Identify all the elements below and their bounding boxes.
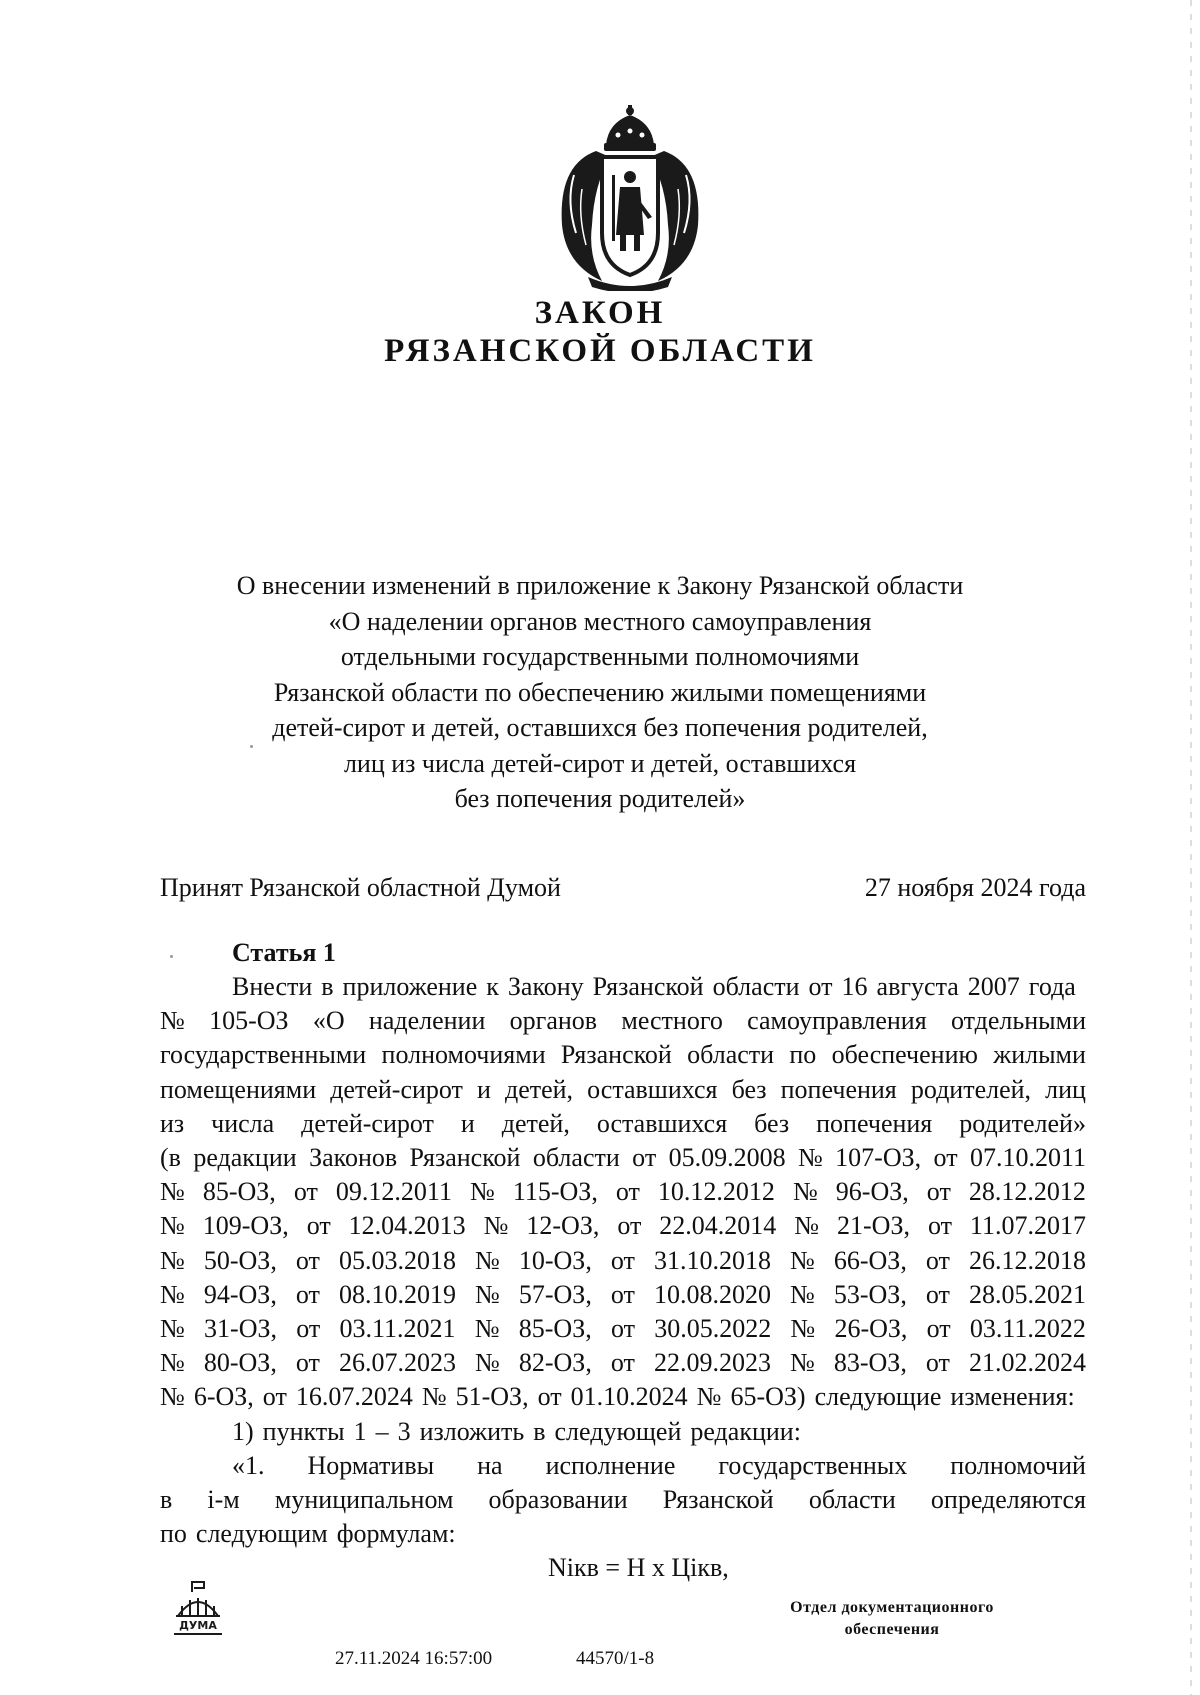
word: от (926, 1314, 951, 1344)
word: обеспечению (831, 1040, 978, 1070)
article-line (160, 1004, 1086, 1038)
word: № (475, 1245, 500, 1275)
word: № (160, 1177, 185, 1207)
duma-logo-text: ДУМА (179, 1619, 217, 1632)
word: самоуправления (747, 1006, 927, 1036)
subject-line: Рязанской области по обеспечению жилыми помещениями (273, 677, 927, 707)
word: 11.07.2017 (969, 1211, 1086, 1241)
word: Закону (507, 972, 584, 1001)
word: 105-ОЗ (209, 1006, 289, 1036)
word: года (1028, 972, 1076, 1001)
word: 83-ОЗ, (833, 1348, 907, 1378)
word: редакции: (690, 1416, 801, 1446)
word: государственных (718, 1450, 908, 1480)
word: № (475, 1348, 500, 1378)
word: 28.12.2012 (968, 1177, 1086, 1207)
word: № (790, 1314, 816, 1344)
word: i-м (207, 1485, 240, 1515)
word: в (160, 1485, 173, 1515)
word: 26.07.2023 (338, 1348, 456, 1378)
word: государственными (160, 1040, 367, 1070)
word: 03.11.2021 (339, 1314, 456, 1344)
word: 65-ОЗ) (730, 1382, 806, 1412)
word: 107-ОЗ, (835, 1143, 922, 1173)
word: редакции (193, 1143, 297, 1173)
word: от (610, 1348, 635, 1378)
scan-speck (170, 955, 173, 958)
word: № (160, 1314, 185, 1344)
word: от (925, 1245, 950, 1275)
coat-of-arms-emblem (548, 105, 712, 291)
word: 28.05.2021 (968, 1279, 1086, 1309)
word: 03.11.2022 (969, 1314, 1086, 1344)
word: 01.10.2024 (570, 1382, 688, 1412)
word: 1) (232, 1416, 254, 1446)
word: 66-ОЗ, (833, 1245, 907, 1275)
word: 05.03.2018 (338, 1245, 456, 1275)
word: от (306, 1211, 331, 1241)
word: области (687, 1040, 775, 1070)
word: августа (876, 972, 959, 1001)
word: № (696, 1382, 722, 1412)
word: 57-ОЗ, (518, 1279, 592, 1309)
word: от (632, 1143, 657, 1173)
article-line (160, 1312, 1086, 1346)
word: полномочий (950, 1450, 1086, 1480)
word: 53-ОЗ, (833, 1279, 907, 1309)
word: Законов (309, 1143, 398, 1173)
word: от (610, 1279, 635, 1309)
word: № (790, 1279, 815, 1309)
word: 21.02.2024 (968, 1348, 1086, 1378)
subject-line: отдельными государственными полномочиями (340, 642, 860, 671)
department-line1: Отдел документационного (790, 1599, 994, 1616)
word: из (160, 1108, 185, 1138)
word: на (477, 1450, 503, 1480)
word: № (475, 1279, 500, 1309)
word: образовании (488, 1485, 628, 1515)
word: Рязанской (409, 1143, 521, 1173)
registration-code: 44570/1-8 (576, 1648, 655, 1669)
word: от (933, 1143, 958, 1173)
word: детей, (501, 1108, 570, 1138)
word: по (160, 1519, 187, 1549)
word: № (160, 1279, 185, 1309)
word: 05.09.2008 (668, 1143, 786, 1173)
department-line2: обеспечения (844, 1621, 940, 1638)
article-line (160, 1073, 1086, 1107)
word: «1. (232, 1450, 265, 1480)
law-subject (160, 568, 1040, 817)
article-line (160, 970, 1086, 1004)
word: 51-ОЗ, (455, 1382, 529, 1412)
word: 3 (397, 1416, 411, 1446)
word: и (460, 1108, 475, 1138)
word: от (537, 1382, 562, 1412)
word: пункты (262, 1416, 345, 1446)
word: от (610, 1245, 635, 1275)
word: 94-ОЗ, (203, 1279, 277, 1309)
article-line (160, 1449, 1086, 1483)
word: следующим (195, 1519, 328, 1549)
word: отдельными (950, 1006, 1086, 1036)
word: детей-сирот (330, 1074, 463, 1104)
document-title-line2: РЯЗАНСКОЙ ОБЛАСТИ (384, 333, 816, 369)
word: области (808, 1485, 896, 1515)
word: детей-сирот (301, 1108, 434, 1138)
word: от (615, 1177, 640, 1207)
word: 12.04.2013 (348, 1211, 466, 1241)
word: по (789, 1040, 817, 1070)
word: муниципальном (274, 1485, 454, 1515)
article-line (160, 1107, 1086, 1141)
word: от (927, 1211, 952, 1241)
word: № (160, 1211, 185, 1241)
word: детей, (504, 1074, 574, 1104)
word: и (476, 1074, 491, 1104)
word: Рязанской (592, 972, 704, 1001)
word: от (610, 1314, 635, 1344)
word: от (295, 1245, 320, 1275)
word: от (293, 1177, 318, 1207)
word: 22.04.2014 (659, 1211, 777, 1241)
scan-edge-artifact (1190, 0, 1192, 1695)
word: 08.10.2019 (338, 1279, 456, 1309)
word: № (797, 1143, 823, 1173)
word: от (262, 1382, 287, 1412)
word: – (375, 1416, 389, 1446)
word: без (731, 1074, 767, 1104)
word: числа (211, 1108, 275, 1138)
article-line (160, 1244, 1086, 1278)
word: от (925, 1279, 950, 1309)
word: от (925, 1348, 950, 1378)
word: № (474, 1314, 500, 1344)
word: 31.10.2018 (653, 1245, 771, 1275)
adoption-date: 27 ноября 2024 года (864, 873, 1086, 902)
word: местного (621, 1006, 723, 1036)
word: формулам: (336, 1519, 456, 1549)
article-line (160, 1175, 1086, 1209)
word: изложить (419, 1416, 525, 1446)
subject-line: «О наделении органов местного самоуправления (328, 606, 872, 636)
article-line (160, 1141, 1086, 1175)
word: № (794, 1211, 820, 1241)
word: исполнение (545, 1450, 676, 1480)
word: № (421, 1382, 447, 1412)
word: 96-ОЗ, (835, 1177, 909, 1207)
word: № (790, 1348, 815, 1378)
article-line (160, 1278, 1086, 1312)
word: Рязанской (662, 1485, 774, 1515)
word: 85-ОЗ, (202, 1177, 276, 1207)
word: родителей, (910, 1074, 1032, 1104)
word: приложение (342, 972, 478, 1001)
word: от (296, 1314, 321, 1344)
word: № (483, 1211, 509, 1241)
word: попечения (816, 1108, 933, 1138)
word: № (469, 1177, 495, 1207)
word: 2007 (967, 972, 1020, 1001)
word: жилыми (993, 1040, 1086, 1070)
article-line (160, 1517, 1086, 1551)
article-body (160, 970, 1086, 1551)
word: № (160, 1006, 185, 1036)
duma-logo-icon (170, 1578, 226, 1638)
word: 22.09.2023 (653, 1348, 771, 1378)
word: от (295, 1348, 320, 1378)
word: 30.05.2022 (654, 1314, 772, 1344)
word: оставшихся (596, 1108, 728, 1138)
article-line (160, 1483, 1086, 1517)
word: органов (509, 1006, 598, 1036)
word: 21-ОЗ, (837, 1211, 910, 1241)
word: следующие (814, 1382, 942, 1412)
word: 31-ОЗ, (204, 1314, 277, 1344)
word: 09.12.2011 (335, 1177, 452, 1207)
word: 07.10.2011 (969, 1143, 1086, 1173)
word: 26.12.2018 (968, 1245, 1086, 1275)
word: от (617, 1211, 642, 1241)
word: 10.08.2020 (653, 1279, 771, 1309)
article-line (160, 1209, 1086, 1243)
word: 10-ОЗ, (518, 1245, 592, 1275)
word: области (712, 972, 800, 1001)
subject-line: детей-сирот и детей, оставшихся без попечения родителей, (272, 713, 928, 742)
word: Внести (232, 972, 313, 1001)
word: 10.12.2012 (657, 1177, 775, 1207)
word: Нормативы (307, 1450, 435, 1480)
word: определяются (930, 1485, 1086, 1515)
word: 80-ОЗ, (203, 1348, 277, 1378)
word: Рязанской (560, 1040, 672, 1070)
subject-line: лиц из числа детей-сирот и детей, оставшихся (343, 748, 857, 778)
word: № (160, 1382, 185, 1412)
word: оставшихся (587, 1074, 718, 1104)
word: № (792, 1177, 818, 1207)
word: попечения (780, 1074, 897, 1104)
adopted-by: Принят Рязанской областной Думой (160, 873, 561, 902)
word: № (790, 1245, 815, 1275)
word: 109-ОЗ, (202, 1211, 289, 1241)
article-heading: Статья 1 (232, 938, 336, 967)
article-line (160, 1415, 1086, 1449)
word: 16.07.2024 (295, 1382, 413, 1412)
word: следующей (554, 1416, 682, 1446)
word: к (486, 972, 499, 1001)
word: области (532, 1143, 620, 1173)
norm-formula: Niкв = Н х Цiкв, (548, 1553, 729, 1582)
word: в (533, 1416, 546, 1446)
subject-line: О внесении изменений в приложение к Закону Рязанской области (236, 571, 964, 600)
word: «О (312, 1006, 345, 1036)
word: без (754, 1108, 790, 1138)
word: от (808, 972, 833, 1001)
word: 50-ОЗ, (203, 1245, 277, 1275)
word: 16 (841, 972, 868, 1001)
word: 85-ОЗ, (518, 1314, 592, 1344)
word: № (160, 1245, 185, 1275)
registration-timestamp: 27.11.2024 16:57:00 (335, 1648, 493, 1669)
word: 115-ОЗ, (512, 1177, 598, 1207)
word: помещениями (160, 1074, 317, 1104)
word: от (926, 1177, 951, 1207)
word: 6-ОЗ, (193, 1382, 254, 1412)
word: в (321, 972, 334, 1001)
department-stamp (752, 1597, 1032, 1641)
word: лиц (1045, 1074, 1086, 1104)
subject-line: без попечения родителей» (454, 784, 746, 813)
word: (в (160, 1143, 181, 1173)
word: № (160, 1348, 185, 1378)
word: полномочиями (381, 1040, 546, 1070)
article-line (160, 1380, 1086, 1414)
word: родителей» (959, 1108, 1086, 1138)
word: изменения: (950, 1382, 1075, 1412)
word: от (295, 1279, 320, 1309)
word: наделении (368, 1006, 486, 1036)
word: 26-ОЗ, (834, 1314, 908, 1344)
word: 1 (353, 1416, 367, 1446)
word: 12-ОЗ, (526, 1211, 600, 1241)
article-line (160, 1346, 1086, 1380)
document-title-line1: ЗАКОН (534, 295, 666, 331)
word: 82-ОЗ, (518, 1348, 592, 1378)
article-line (160, 1038, 1086, 1072)
scan-speck (250, 745, 253, 748)
